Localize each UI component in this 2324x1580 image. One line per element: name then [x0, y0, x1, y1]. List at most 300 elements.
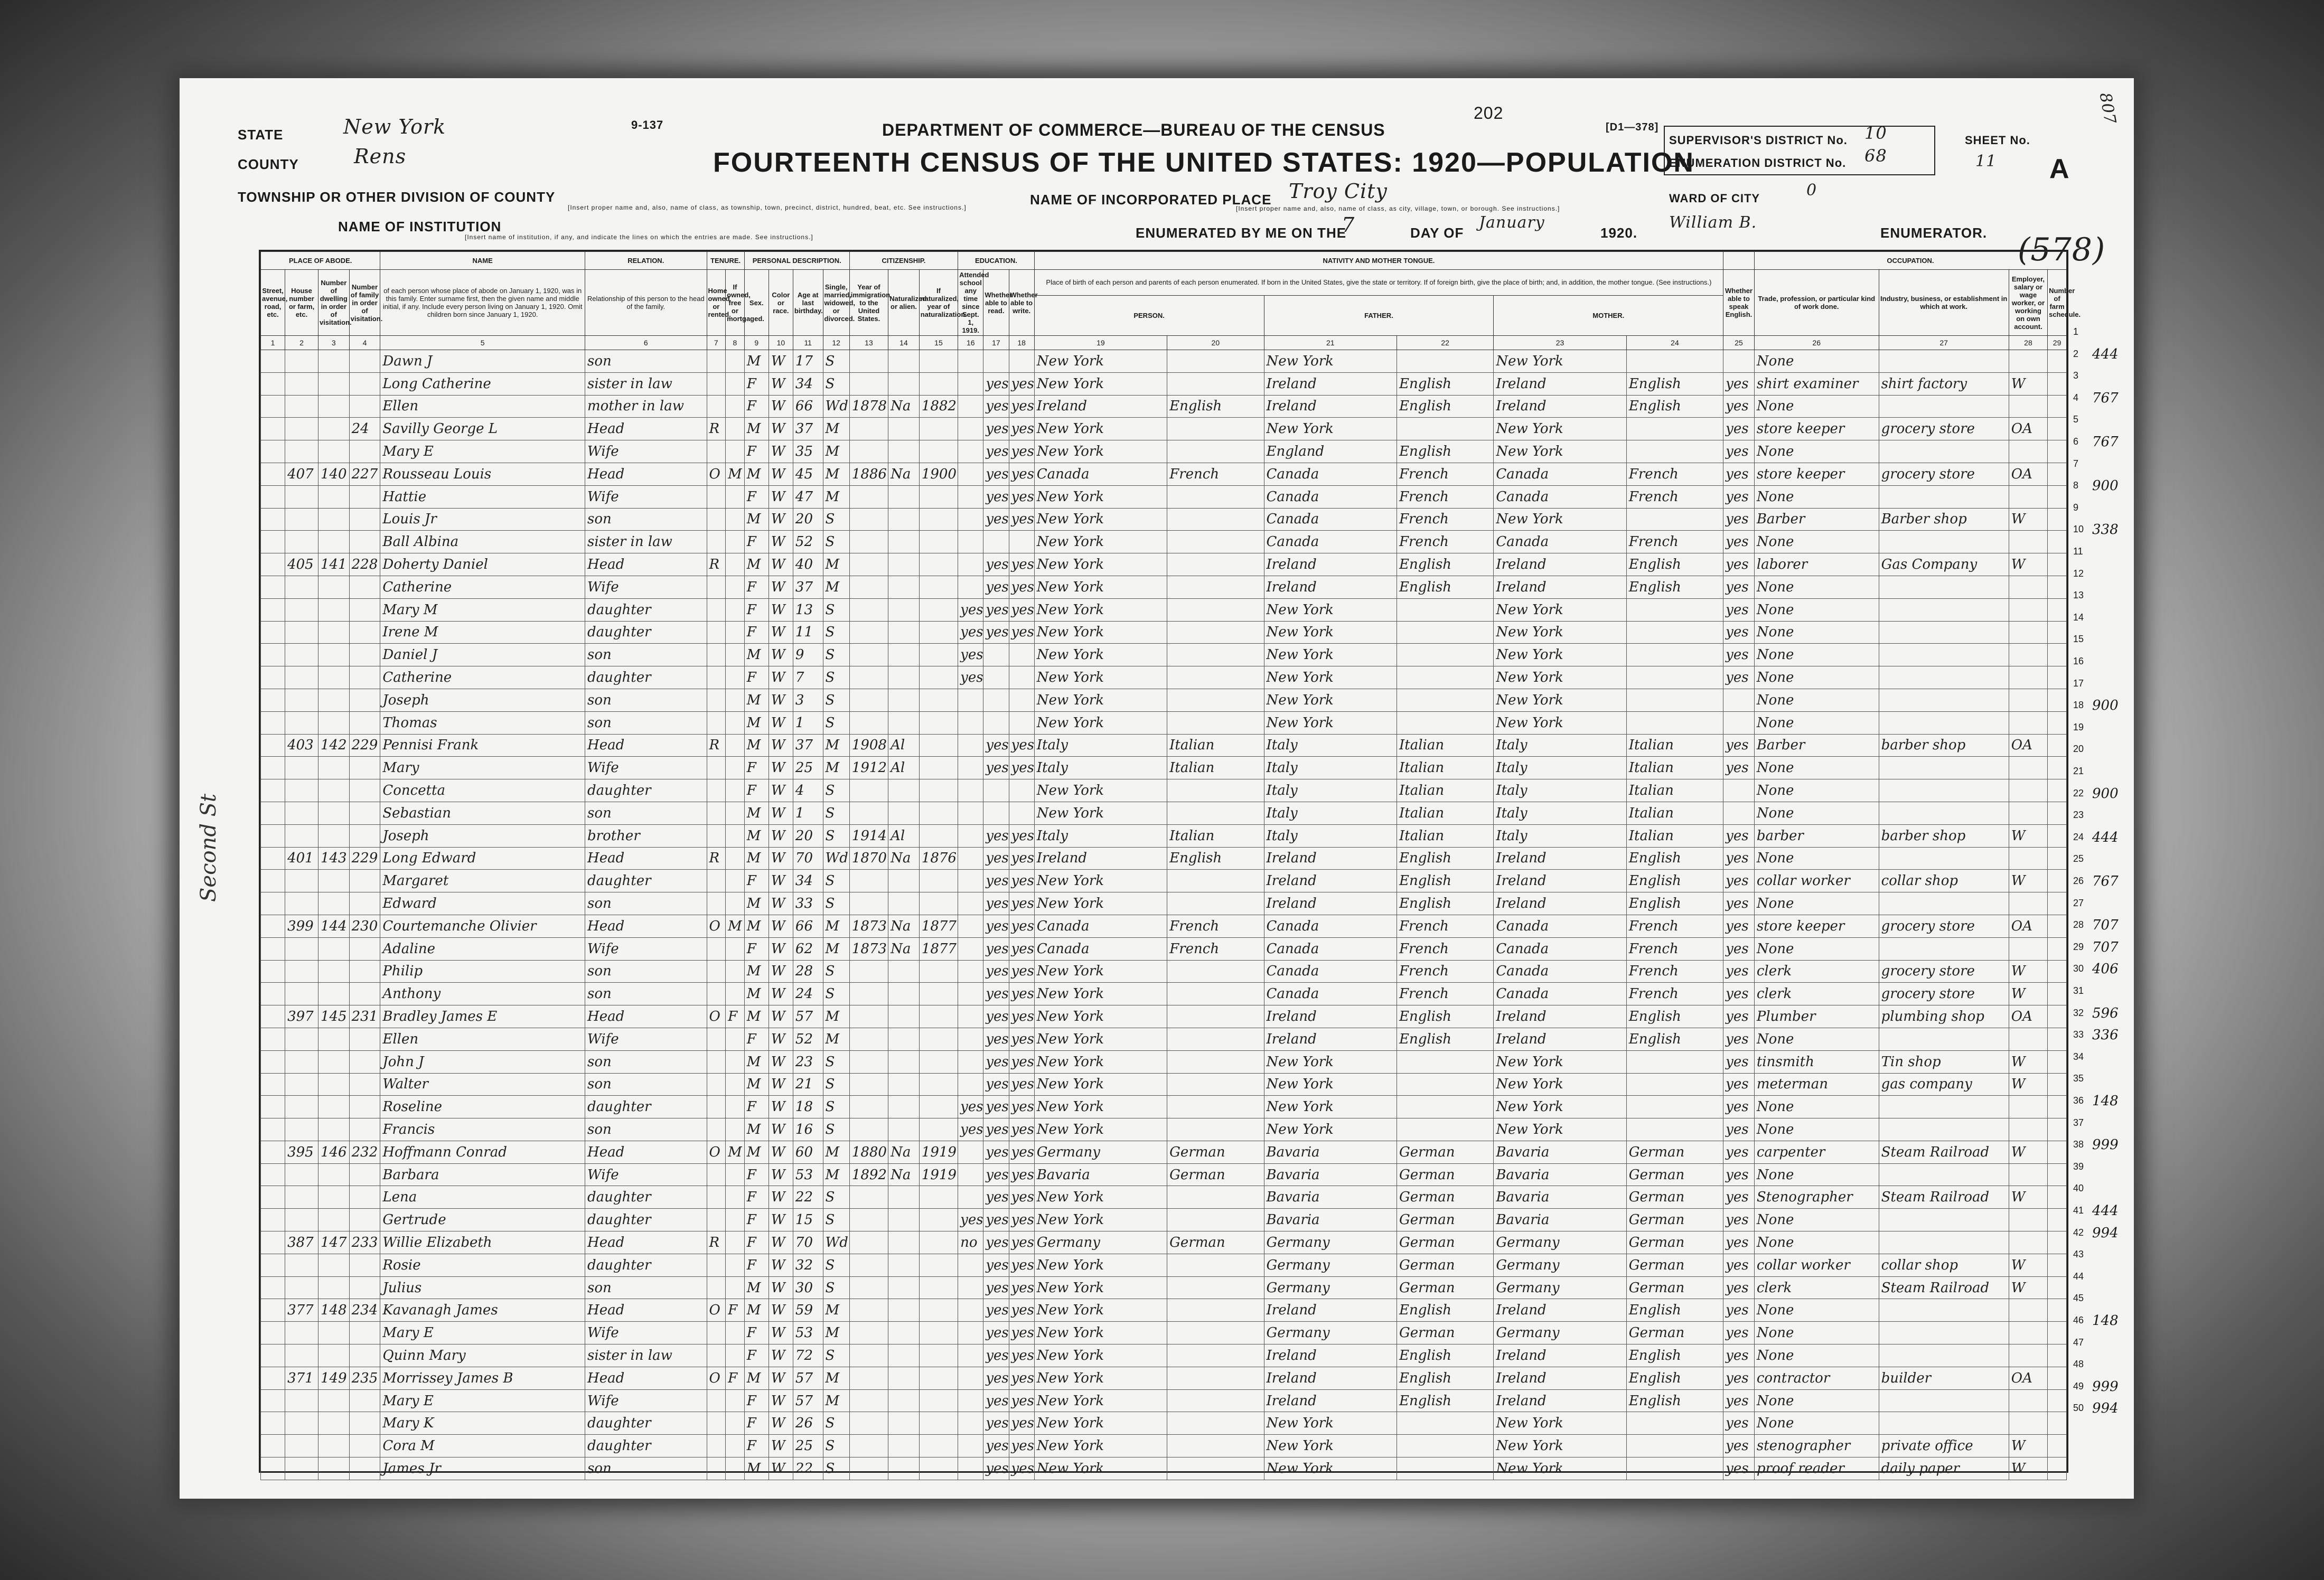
- col-english: Whether able to speak English.: [1723, 270, 1755, 336]
- cell-house: [285, 1389, 318, 1412]
- day-of-label: DAY OF: [1410, 225, 1464, 241]
- cell-fmt: German: [1397, 1231, 1493, 1254]
- table-row: [261, 779, 2067, 802]
- cell-rel: son: [585, 983, 707, 1005]
- cell-naty: [919, 1005, 958, 1028]
- cell-trade: proof reader: [1754, 1457, 1879, 1480]
- cell-age: 23: [793, 1050, 823, 1073]
- cell-own: O: [707, 463, 726, 485]
- cell-house: [285, 644, 318, 666]
- cell-pob: New York: [1034, 802, 1167, 824]
- cell-own: [707, 802, 726, 824]
- cell-naty: [919, 1050, 958, 1073]
- cell-own: [707, 395, 726, 418]
- cell-fmt: English: [1397, 553, 1493, 576]
- cell-mort: [726, 1231, 745, 1254]
- cell-name: Morrissey James B: [380, 1367, 585, 1389]
- cell-naty: [919, 1254, 958, 1276]
- table-row: [261, 1028, 2067, 1050]
- cell-nat: [888, 870, 920, 892]
- cell-dw: [318, 1073, 349, 1096]
- cell-rel: daughter: [585, 1096, 707, 1118]
- column-number: 19: [1034, 336, 1167, 350]
- cell-mort: [726, 553, 745, 576]
- cell-naty: [919, 1344, 958, 1367]
- table-row: [261, 372, 2067, 395]
- cell-name: Sebastian: [380, 802, 585, 824]
- cell-mort: [726, 1096, 745, 1118]
- cell-mmt: German: [1626, 1254, 1723, 1276]
- cell-mar: M: [823, 937, 849, 960]
- cell-trade: Barber: [1754, 734, 1879, 757]
- cell-naty: [919, 350, 958, 373]
- cell-ind: [1879, 1299, 2009, 1322]
- cell-street: [261, 372, 285, 395]
- cell-farm: [2048, 892, 2067, 915]
- cell-sch: [958, 1367, 983, 1389]
- cell-sch: [958, 892, 983, 915]
- cell-mt: German: [1167, 1231, 1264, 1254]
- cell-mt: Italian: [1167, 734, 1264, 757]
- cell-imm: 1880: [849, 1141, 888, 1163]
- column-number: 24: [1626, 336, 1723, 350]
- cell-age: 30: [793, 1276, 823, 1299]
- cell-color: W: [769, 1344, 793, 1367]
- cell-house: [285, 1276, 318, 1299]
- cell-trade: None: [1754, 621, 1879, 644]
- cell-street: [261, 802, 285, 824]
- cell-fmt: [1397, 1457, 1493, 1480]
- cell-own: [707, 689, 726, 711]
- cell-own: [707, 937, 726, 960]
- cell-name: Joseph: [380, 689, 585, 711]
- cell-dw: [318, 1389, 349, 1412]
- cell-mpob: Italy: [1494, 757, 1626, 779]
- cell-nat: [888, 1231, 920, 1254]
- cell-dw: [318, 779, 349, 802]
- cell-emp: [2009, 1209, 2047, 1231]
- cell-imm: [849, 1389, 888, 1412]
- cell-street: [261, 485, 285, 508]
- cell-sex: M: [744, 508, 769, 531]
- cell-mmt: English: [1626, 576, 1723, 598]
- cell-rel: son: [585, 1050, 707, 1073]
- cell-mt: [1167, 350, 1264, 373]
- cell-sch: [958, 1457, 983, 1480]
- cell-imm: [849, 1005, 888, 1028]
- cell-naty: [919, 757, 958, 779]
- cell-sch: yes: [958, 644, 983, 666]
- cell-sch: [958, 508, 983, 531]
- cell-sch: [958, 779, 983, 802]
- cell-sch: [958, 531, 983, 553]
- cell-rd: yes: [983, 1209, 1009, 1231]
- cell-ind: [1879, 644, 2009, 666]
- cell-nat: Na: [888, 395, 920, 418]
- cell-color: W: [769, 915, 793, 937]
- cell-ind: Gas Company: [1879, 553, 2009, 576]
- cell-wr: yes: [1009, 960, 1034, 983]
- line-number: 24: [2073, 831, 2084, 842]
- column-number: 27: [1879, 336, 2009, 350]
- cell-rel: Wife: [585, 1322, 707, 1344]
- line-number: 11: [2073, 546, 2083, 557]
- cell-rd: [983, 689, 1009, 711]
- cell-own: [707, 711, 726, 734]
- cell-rd: yes: [983, 1457, 1009, 1480]
- table-row: [261, 440, 2067, 463]
- cell-ind: [1879, 1163, 2009, 1186]
- cell-nat: [888, 1005, 920, 1028]
- cell-ind: [1879, 440, 2009, 463]
- cell-nat: [888, 1276, 920, 1299]
- cell-sch: [958, 1344, 983, 1367]
- cell-dw: [318, 1050, 349, 1073]
- cell-sch: [958, 1389, 983, 1412]
- cell-ind: [1879, 1118, 2009, 1141]
- cell-own: [707, 598, 726, 621]
- cell-nat: [888, 802, 920, 824]
- cell-emp: OA: [2009, 734, 2047, 757]
- cell-mt: [1167, 372, 1264, 395]
- cell-dw: [318, 983, 349, 1005]
- cell-emp: [2009, 531, 2047, 553]
- line-number: 3: [2073, 370, 2079, 381]
- cell-fam: [349, 1435, 380, 1457]
- cell-rel: Head: [585, 734, 707, 757]
- cell-own: [707, 1028, 726, 1050]
- cell-sex: M: [744, 463, 769, 485]
- group-tenure: TENURE.: [707, 252, 744, 270]
- cell-nat: Na: [888, 937, 920, 960]
- cell-trade: Plumber: [1754, 1005, 1879, 1028]
- margin-code: 767: [2092, 390, 2119, 406]
- line-number: 47: [2073, 1337, 2084, 1348]
- cell-dw: 145: [318, 1005, 349, 1028]
- col-color: Color or race.: [769, 270, 793, 336]
- cell-naty: [919, 372, 958, 395]
- cell-sex: M: [744, 350, 769, 373]
- cell-fmt: [1397, 711, 1493, 734]
- cell-mort: [726, 1209, 745, 1231]
- cell-name: James Jr: [380, 1457, 585, 1480]
- cell-street: [261, 983, 285, 1005]
- margin-code: 994: [2092, 1400, 2119, 1417]
- cell-name: Adaline: [380, 937, 585, 960]
- cell-mmt: [1626, 711, 1723, 734]
- cell-street: [261, 960, 285, 983]
- cell-color: W: [769, 350, 793, 373]
- cell-house: [285, 598, 318, 621]
- cell-mar: M: [823, 1141, 849, 1163]
- cell-trade: None: [1754, 350, 1879, 373]
- cell-mmt: French: [1626, 915, 1723, 937]
- margin-code: 900: [2092, 478, 2119, 494]
- supervisor-label: SUPERVISOR'S DISTRICT No.: [1669, 134, 1848, 147]
- cell-mar: S: [823, 1457, 849, 1480]
- cell-wr: yes: [1009, 1050, 1034, 1073]
- column-number: 12: [823, 336, 849, 350]
- cell-nat: [888, 644, 920, 666]
- cell-imm: 1870: [849, 847, 888, 870]
- cell-fam: [349, 757, 380, 779]
- cell-eng: yes: [1723, 463, 1755, 485]
- cell-wr: yes: [1009, 1435, 1034, 1457]
- table-row: [261, 531, 2067, 553]
- cell-emp: W: [2009, 372, 2047, 395]
- cell-fpob: New York: [1264, 666, 1397, 689]
- cell-fmt: [1397, 689, 1493, 711]
- cell-wr: yes: [1009, 1073, 1034, 1096]
- cell-eng: yes: [1723, 1412, 1755, 1435]
- cell-emp: [2009, 1231, 2047, 1254]
- department-title: DEPARTMENT OF COMMERCE—BUREAU OF THE CENSUS: [882, 120, 1385, 139]
- line-number: 23: [2073, 810, 2084, 821]
- cell-age: 20: [793, 508, 823, 531]
- cell-street: [261, 892, 285, 915]
- cell-fmt: [1397, 350, 1493, 373]
- cell-rel: Wife: [585, 757, 707, 779]
- cell-naty: [919, 531, 958, 553]
- cell-nat: [888, 1254, 920, 1276]
- cell-ind: [1879, 892, 2009, 915]
- cell-own: [707, 1435, 726, 1457]
- cell-eng: yes: [1723, 485, 1755, 508]
- cell-own: [707, 960, 726, 983]
- cell-mpob: Canada: [1494, 463, 1626, 485]
- cell-rd: yes: [983, 960, 1009, 983]
- cell-mmt: French: [1626, 463, 1723, 485]
- cell-farm: [2048, 485, 2067, 508]
- cell-mpob: New York: [1494, 1073, 1626, 1096]
- line-number: 41: [2073, 1205, 2084, 1216]
- sheet-value: 11: [1975, 152, 1997, 171]
- table-row: [261, 666, 2067, 689]
- cell-eng: [1723, 350, 1755, 373]
- ward-value: 0: [1806, 181, 1817, 200]
- cell-nat: [888, 1457, 920, 1480]
- cell-street: [261, 418, 285, 440]
- cell-fpob: Canada: [1264, 531, 1397, 553]
- line-number: 5: [2073, 414, 2079, 425]
- cell-sex: M: [744, 892, 769, 915]
- cell-fmt: Italian: [1397, 734, 1493, 757]
- cell-mt: [1167, 779, 1264, 802]
- cell-house: [285, 1209, 318, 1231]
- cell-naty: [919, 870, 958, 892]
- cell-rd: yes: [983, 1186, 1009, 1209]
- cell-age: 1: [793, 711, 823, 734]
- cell-age: 22: [793, 1186, 823, 1209]
- cell-ind: [1879, 531, 2009, 553]
- cell-imm: [849, 621, 888, 644]
- enumerator-label: ENUMERATOR.: [1880, 225, 1988, 241]
- cell-eng: yes: [1723, 1028, 1755, 1050]
- line-number: 2: [2073, 348, 2079, 359]
- cell-trade: None: [1754, 1344, 1879, 1367]
- cell-sex: F: [744, 1028, 769, 1050]
- cell-nat: Na: [888, 463, 920, 485]
- cell-fmt: English: [1397, 1028, 1493, 1050]
- cell-mort: F: [726, 1299, 745, 1322]
- cell-rel: Wife: [585, 576, 707, 598]
- cell-wr: yes: [1009, 418, 1034, 440]
- cell-mt: [1167, 1367, 1264, 1389]
- cell-mt: French: [1167, 463, 1264, 485]
- cell-name: Roseline: [380, 1096, 585, 1118]
- enumerated-month: January: [1479, 213, 1545, 232]
- cell-name: Francis: [380, 1118, 585, 1141]
- cell-house: 387: [285, 1231, 318, 1254]
- margin-code: 148: [2092, 1313, 2119, 1329]
- cell-trade: None: [1754, 1209, 1879, 1231]
- cell-fmt: English: [1397, 892, 1493, 915]
- cell-name: Mary M: [380, 598, 585, 621]
- cell-house: [285, 576, 318, 598]
- cell-rel: Wife: [585, 1163, 707, 1186]
- cell-color: W: [769, 779, 793, 802]
- cell-age: 57: [793, 1005, 823, 1028]
- cell-street: [261, 779, 285, 802]
- cell-sex: F: [744, 576, 769, 598]
- cell-mort: [726, 847, 745, 870]
- cell-sex: F: [744, 937, 769, 960]
- incorporated-label: NAME OF INCORPORATED PLACE: [1030, 192, 1272, 208]
- cell-sch: [958, 1276, 983, 1299]
- cell-trade: laborer: [1754, 553, 1879, 576]
- cell-fpob: Germany: [1264, 1322, 1397, 1344]
- cell-mort: [726, 689, 745, 711]
- cell-sch: [958, 1141, 983, 1163]
- cell-farm: [2048, 531, 2067, 553]
- cell-ind: barber shop: [1879, 824, 2009, 847]
- cell-rd: yes: [983, 757, 1009, 779]
- cell-street: [261, 915, 285, 937]
- cell-ind: Steam Railroad: [1879, 1141, 2009, 1163]
- column-number: 3: [318, 336, 349, 350]
- cell-fmt: German: [1397, 1141, 1493, 1163]
- cell-fmt: Italian: [1397, 802, 1493, 824]
- cell-pob: Canada: [1034, 463, 1167, 485]
- cell-mpob: New York: [1494, 350, 1626, 373]
- supervisor-value: 10: [1864, 123, 1887, 143]
- cell-own: [707, 870, 726, 892]
- cell-trade: None: [1754, 666, 1879, 689]
- cell-sch: [958, 1050, 983, 1073]
- cell-imm: [849, 1209, 888, 1231]
- cell-farm: [2048, 915, 2067, 937]
- cell-eng: yes: [1723, 1209, 1755, 1231]
- cell-naty: [919, 1186, 958, 1209]
- cell-mmt: [1626, 1118, 1723, 1141]
- cell-trade: None: [1754, 779, 1879, 802]
- cell-house: [285, 372, 318, 395]
- cell-rel: Wife: [585, 1028, 707, 1050]
- cell-sch: [958, 1435, 983, 1457]
- cell-fmt: English: [1397, 1344, 1493, 1367]
- cell-eng: yes: [1723, 1005, 1755, 1028]
- cell-color: W: [769, 1163, 793, 1186]
- cell-mpob: Canada: [1494, 485, 1626, 508]
- cell-age: 20: [793, 824, 823, 847]
- cell-rel: son: [585, 689, 707, 711]
- cell-fmt: English: [1397, 576, 1493, 598]
- cell-mt: [1167, 1457, 1264, 1480]
- cell-mar: S: [823, 598, 849, 621]
- cell-own: O: [707, 1005, 726, 1028]
- cell-ind: barber shop: [1879, 734, 2009, 757]
- cell-nat: [888, 350, 920, 373]
- cell-own: [707, 508, 726, 531]
- cell-color: W: [769, 621, 793, 644]
- cell-dw: [318, 644, 349, 666]
- cell-age: 59: [793, 1299, 823, 1322]
- cell-own: [707, 1457, 726, 1480]
- cell-dw: 141: [318, 553, 349, 576]
- cell-mmt: Italian: [1626, 779, 1723, 802]
- line-number: 7: [2073, 458, 2079, 469]
- cell-own: O: [707, 1141, 726, 1163]
- line-number: 4: [2073, 392, 2079, 403]
- cell-naty: [919, 1209, 958, 1231]
- enumeration-label: ENUMERATION DISTRICT No.: [1669, 156, 1847, 170]
- cell-farm: [2048, 1322, 2067, 1344]
- cell-age: 25: [793, 1435, 823, 1457]
- cell-eng: yes: [1723, 757, 1755, 779]
- cell-naty: [919, 1457, 958, 1480]
- cell-eng: [1723, 802, 1755, 824]
- cell-own: [707, 350, 726, 373]
- ward-label: WARD OF CITY: [1669, 192, 1760, 205]
- cell-rel: Wife: [585, 485, 707, 508]
- cell-ind: [1879, 1096, 2009, 1118]
- cell-rd: yes: [983, 1028, 1009, 1050]
- cell-sex: F: [744, 485, 769, 508]
- cell-rd: yes: [983, 1276, 1009, 1299]
- cell-emp: W: [2009, 1186, 2047, 1209]
- cell-wr: yes: [1009, 1141, 1034, 1163]
- cell-naty: 1876: [919, 847, 958, 870]
- cell-house: [285, 1412, 318, 1435]
- table-row: [261, 621, 2067, 644]
- cell-mpob: New York: [1494, 1412, 1626, 1435]
- line-number: 27: [2073, 897, 2084, 908]
- cell-name: Walter: [380, 1073, 585, 1096]
- cell-name: John J: [380, 1050, 585, 1073]
- cell-mpob: Ireland: [1494, 395, 1626, 418]
- line-number: 38: [2073, 1139, 2084, 1150]
- cell-mpob: Bavaria: [1494, 1186, 1626, 1209]
- line-number: 44: [2073, 1271, 2084, 1282]
- cell-mar: M: [823, 1005, 849, 1028]
- cell-ind: [1879, 847, 2009, 870]
- cell-trade: None: [1754, 1389, 1879, 1412]
- right-margin-number: (578): [2018, 231, 2106, 268]
- cell-mpob: Bavaria: [1494, 1141, 1626, 1163]
- cell-house: [285, 1457, 318, 1480]
- line-number: 15: [2073, 634, 2084, 645]
- cell-farm: [2048, 440, 2067, 463]
- cell-name: Catherine: [380, 666, 585, 689]
- cell-imm: 1912: [849, 757, 888, 779]
- table-row: [261, 508, 2067, 531]
- cell-mort: [726, 395, 745, 418]
- county-label: COUNTY: [238, 156, 299, 172]
- cell-mmt: English: [1626, 870, 1723, 892]
- cell-fpob: Ireland: [1264, 576, 1397, 598]
- cell-color: W: [769, 1028, 793, 1050]
- cell-rel: daughter: [585, 779, 707, 802]
